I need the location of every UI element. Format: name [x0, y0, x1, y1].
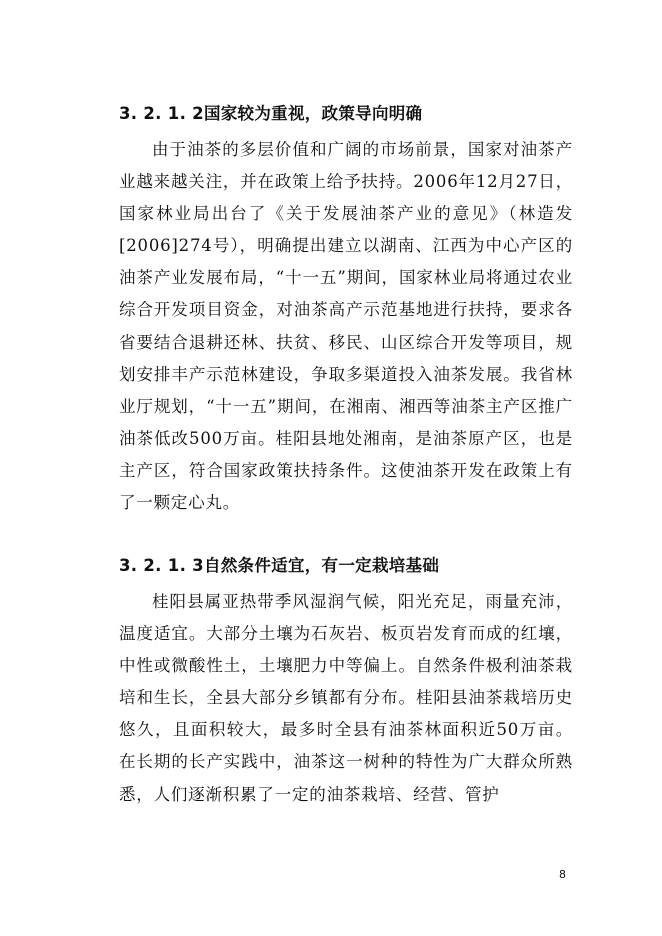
section-heading-natural-conditions: 3. 2. 1. 3自然条件适宜，有一定栽培基础 [119, 556, 440, 575]
section-heading-policy: 3. 2. 1. 2国家较为重视，政策导向明确 [119, 104, 423, 123]
paragraph-policy-support: 由于油茶的多层价值和广阔的市场前景，国家对油茶产业越来越关注，并在政策上给予扶持。2006年12月27日，国家林业局出台了《关于发展油茶产业的意见》（林造发[2006]274号），明确提出建立以湖南、江西为中心产区的油茶产业发展布局，“十一五”期间，国家林业局将通过农业综合开发项目资金，对油茶高产示范基地进行扶持，要求各省要结合退耕还林、扶贫、移民、山区综合开发等项目，规划安排丰产示范林建设，争取多渠道投入油茶发展。我省林业厅规划，“十一五”期间，在湘南、湘西等油茶主产区推广油茶低改500万亩。桂阳县地处湘南，是油茶原产区，也是主产区，符合国家政策扶持条件。这使油茶开发在政策上有了一颗定心丸。 [119, 140, 573, 513]
paragraph-natural-conditions: 桂阳县属亚热带季风湿润气候，阳光充足，雨量充沛，温度适宜。大部分土壤为石灰岩、板页岩发育而成的红壤，中性或微酸性土，土壤肥力中等偏上。自然条件极利油茶栽培和生长，全县大部分乡镇都有分布。桂阳县油茶栽培历史悠久，且面积较大，最多时全县有油茶林面积近50万亩。在长期的长产实践中，油茶这一树种的特性为广大群众所熟悉，人们逐渐积累了一定的油茶栽培、经营、管护 [119, 592, 573, 804]
page-number: 8 [559, 868, 566, 881]
